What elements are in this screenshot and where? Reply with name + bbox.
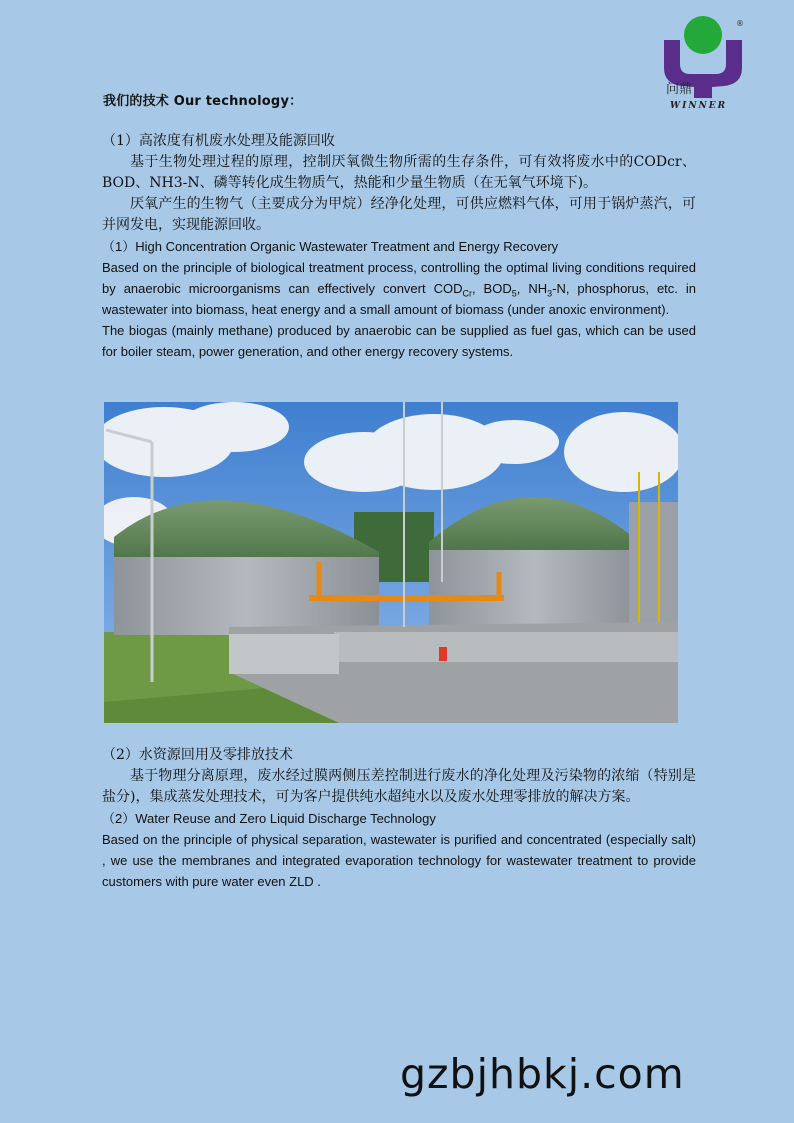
- section-2-cn-title: （2）水资源回用及零排放技术: [102, 747, 293, 763]
- section-2-en-para-1: Based on the principle of physical separation, wastewater is purified and concentrated (especially salt) , we use the membranes and integrated evaporation technology for wastewater treatment to provide customers with pure water even ZLD .: [102, 832, 696, 889]
- section-1-cn-para-2: 厌氧产生的生物气（主要成分为甲烷）经净化处理，可供应燃料气体，可用于锅炉蒸汽，可并网发电，实现能源回收。: [102, 196, 696, 233]
- section-2-en-title: （2）Water Reuse and Zero Liquid Discharge Technology: [102, 811, 436, 826]
- section-1-cn-para-1: 基于生物处理过程的原理，控制厌氧微生物所需的生存条件，可有效将废水中的CODcr、BOD、NH3-N、磷等转化成生物质气，热能和少量生物质（在无氧气环境下)。: [102, 154, 696, 191]
- biogas-digester-photo: [104, 402, 678, 723]
- section-1-en-para-1: Based on the principle of biological treatment process, controlling the optimal living conditions required by anaerobic microorganisms can effectively convert $COD_{Cr}$, $BOD_5$, $NH_3-N$, phosphorus, etc. in wastewater into biomass, heat energy and a small amount of biomass (under anoxic environment).: [102, 260, 696, 317]
- company-logo: [660, 14, 750, 110]
- footer-website-url: gzbjhbkj.com: [400, 1050, 685, 1098]
- registered-mark: ®: [736, 19, 744, 28]
- section-1-cn-title: （1）高浓度有机废水处理及能源回收: [102, 133, 335, 149]
- logo-brand-text: WINNER: [670, 101, 728, 110]
- section-2: [102, 745, 696, 892]
- section-1: [102, 131, 696, 362]
- section-heading: 我们的技术 Our technology：: [103, 94, 303, 109]
- section-2-cn-para-1: 基于物理分离原理，废水经过膜两侧压差控制进行废水的净化处理及污染物的浓缩（特别是盐分)，集成蒸发处理技术，可为客户提供纯水超纯水以及废水处理零排放的解决方案。: [102, 768, 696, 805]
- section-1-en-para-2: The biogas (mainly methane) produced by anaerobic can be supplied as fuel gas, which can be used for boiler steam, power generation, and other energy recovery systems.: [102, 323, 696, 359]
- section-1-en-title: （1）High Concentration Organic Wastewater Treatment and Energy Recovery: [102, 239, 559, 254]
- logo-green-circle: [684, 16, 722, 54]
- logo-char-left: 问鼎: [666, 82, 693, 97]
